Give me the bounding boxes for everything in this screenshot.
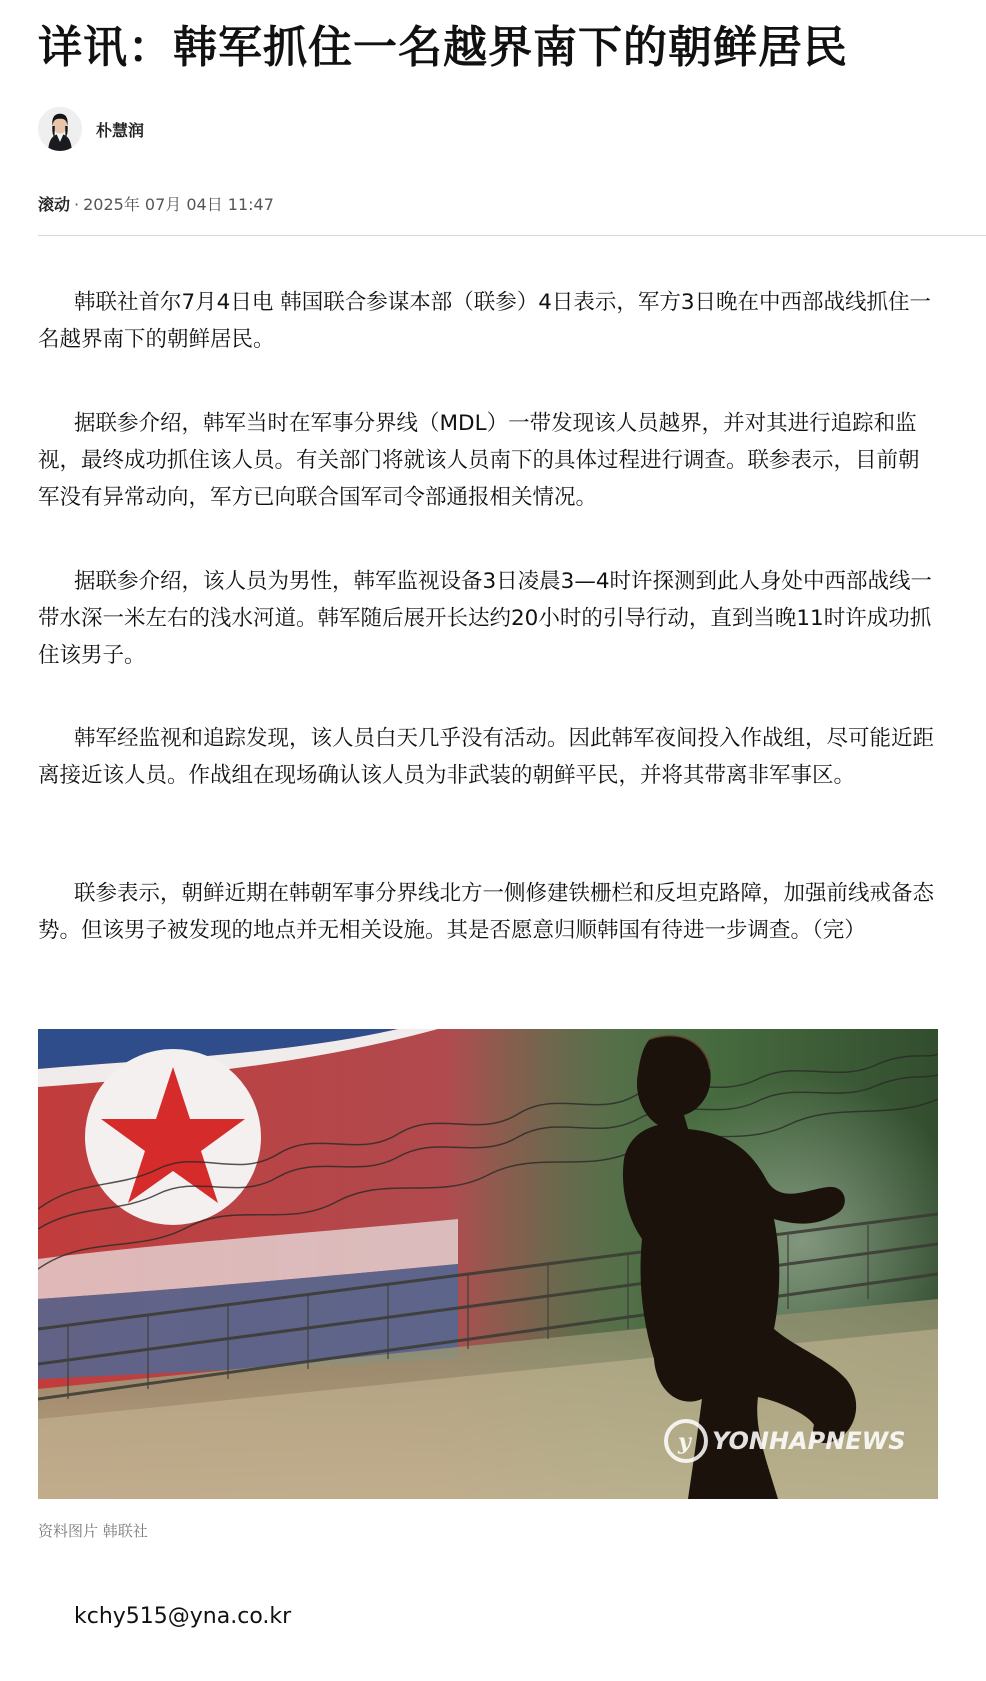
photo-illustration — [38, 1029, 938, 1499]
category-label[interactable]: 滚动 — [38, 195, 71, 214]
author-byline[interactable] — [38, 106, 144, 152]
photo-watermark: YONHAPNEWS — [712, 1427, 906, 1455]
article-headline: 详讯：韩军抓住一名越界南下的朝鲜居民 — [38, 22, 848, 73]
article-paragraph: 韩联社首尔7月4日电 韩国联合参谋本部（联参）4日表示，军方3日晚在中西部战线抓住一名越界南下的朝鲜居民。 — [38, 290, 932, 352]
photo-caption: 资料图片 韩联社 — [38, 1522, 148, 1540]
author-name[interactable]: 朴慧润 — [96, 120, 145, 140]
article-paragraph: 据联参介绍，该人员为男性，韩军监视设备3日凌晨3—4时许探测到此人身处中西部战线一带水深一米左右的浅水河道。韩军随后展开长达约20小时的引导行动，直到当晚11时许成功抓住该男子。 — [38, 569, 933, 668]
article-paragraph: 据联参介绍，韩军当时在军事分界线（MDL）一带发现该人员越界，并对其进行追踪和监视，最终成功抓住该人员。有关部门将就该人员南下的具体过程进行调查。联参表示，目前朝军没有异常动向，军方已向联合国军司令部通报相关情况。 — [38, 411, 920, 510]
header-divider — [38, 235, 986, 236]
author-avatar-icon[interactable] — [38, 107, 82, 151]
publish-datetime: 2025年 07月 04日 11:47 — [83, 195, 274, 214]
article-photo[interactable] — [38, 1029, 938, 1499]
svg-text:y: y — [678, 1429, 691, 1455]
article-paragraph: 韩军经监视和追踪发现，该人员白天几乎没有活动。因此韩军夜间投入作战组，尽可能近距离接近该人员。作战组在现场确认该人员为非武装的朝鲜平民，并将其带离非军事区。 — [38, 726, 935, 788]
meta-separator: · — [74, 195, 80, 214]
reporter-email[interactable]: kchy515@yna.co.kr — [74, 1604, 292, 1629]
article-paragraph: 联参表示，朝鲜近期在韩朝军事分界线北方一侧修建铁栅栏和反坦克路障，加强前线戒备态势。但该男子被发现的地点并无相关设施。其是否愿意归顺韩国有待进一步调查。（完） — [38, 881, 935, 943]
article-meta — [38, 192, 274, 215]
